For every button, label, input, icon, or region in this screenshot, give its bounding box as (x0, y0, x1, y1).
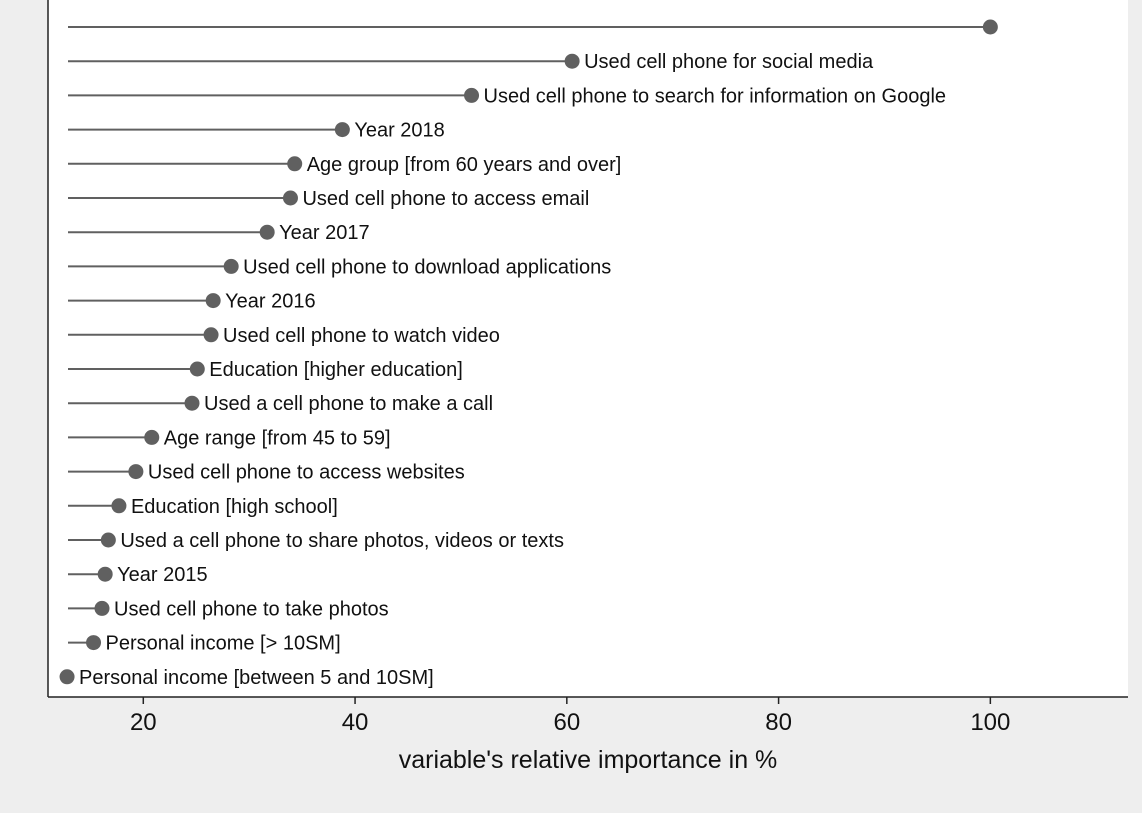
lollipop-dot (95, 601, 110, 616)
lollipop-dot (283, 191, 298, 206)
lollipop-dot (260, 225, 275, 240)
lollipop-dot (185, 396, 200, 411)
lollipop-dot (111, 498, 126, 513)
lollipop-label: Used cell phone to download applications (243, 256, 612, 279)
lollipop-dot (98, 567, 113, 582)
lollipop-label: Used cell phone to take photos (114, 598, 389, 621)
lollipop-dot (287, 156, 302, 171)
lollipop-dot (128, 464, 143, 479)
lollipop-label: Age range [from 45 to 59] (163, 427, 391, 450)
lollipop-dot (204, 327, 219, 342)
lollipop-label: Used cell phone to access email (302, 188, 590, 210)
lollipop-label: Used cell phone to search for information on Google (483, 85, 947, 108)
lollipop-item (68, 530, 564, 552)
lollipop-dot (983, 20, 998, 35)
lollipop-label: Year 2015 (117, 564, 208, 587)
lollipop-label: Personal income [> 10SM] (105, 632, 341, 655)
x-axis-label: variable's relative importance in % (398, 746, 778, 774)
lollipop-dot (101, 533, 116, 548)
lollipop-label: Year 2018 (354, 119, 445, 142)
lollipop-dot (190, 362, 205, 377)
lollipop-dot (224, 259, 239, 274)
lollipop-dot (86, 635, 101, 650)
x-tick-label: 40 (341, 709, 369, 736)
lollipop-label: Used a cell phone to share photos, videos or texts (120, 530, 564, 552)
x-tick-label: 80 (765, 709, 792, 736)
x-tick-label: 100 (970, 709, 1011, 736)
x-axis-ticks (130, 697, 1010, 736)
lollipop-dot (335, 122, 350, 137)
lollipop-item (68, 633, 341, 655)
lollipop-label: Used cell phone for social media (584, 51, 874, 74)
lollipop-dot (144, 430, 159, 445)
lollipop-label: Year 2016 (225, 290, 316, 313)
lollipop-label: Age group [from 60 years and over] (306, 153, 622, 176)
lollipop-dot (464, 88, 479, 103)
lollipop-label: Used cell phone to watch video (223, 324, 500, 347)
lollipop-dot (60, 669, 75, 684)
lollipop-item (68, 598, 389, 620)
lollipop-label: Used cell phone to access websites (147, 461, 465, 484)
x-tick-label: 60 (553, 709, 581, 736)
lollipop-dot (565, 54, 580, 69)
lollipop-label: Education [higher education] (209, 359, 463, 381)
lollipop-item (60, 667, 434, 689)
x-tick-label: 20 (129, 709, 157, 736)
lollipop-label: Education [high school] (130, 495, 338, 518)
lollipop-label: Used a cell phone to make a call (204, 393, 494, 416)
lollipop-dot (206, 293, 221, 308)
lollipop-label: Year 2017 (279, 222, 370, 245)
lollipop-label: Personal income [between 5 and 10SM] (79, 666, 434, 689)
